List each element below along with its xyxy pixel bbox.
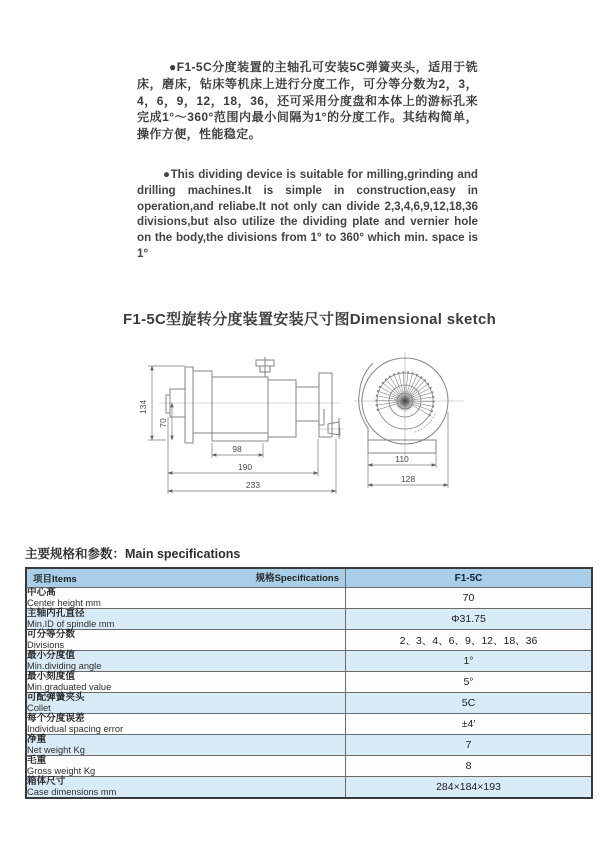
table-row [26,609,592,630]
row-value: 5° [346,672,593,693]
table-header-row [26,568,592,588]
crank-handle-icon [328,422,340,435]
dim-label-98: 98 [232,444,242,454]
row-label-cn: 最小分度值 [27,650,75,661]
row-label-en: Net weight Kg [27,745,85,755]
row-label-cn: 可分等分数 [27,629,75,640]
row-label-en: Divisions [27,640,65,650]
row-value: 2、3、4、6、9、12、18、36 [346,630,593,651]
table-row [26,756,592,777]
row-label-en: Case dimensions mm [27,787,117,797]
header-spec-label: 规格Specifications [255,573,339,584]
side-view-device [166,357,340,443]
specs-table [25,567,593,799]
table-row [26,672,592,693]
table-row [26,735,592,756]
row-label-en: Gross weight Kg [27,766,96,776]
row-value: ±4′ [346,714,593,735]
row-label-en: Min.graduated value [27,682,112,692]
dim-label-70: 70 [158,418,168,428]
dim-label-110: 110 [395,454,409,464]
row-label-en: Collet [27,703,51,713]
row-label-en: Min.ID of spindle mm [27,619,115,629]
dim-label-190: 190 [237,462,253,472]
row-value: 284×184×193 [346,777,593,799]
row-value: 8 [346,756,593,777]
side-view-dimensions [148,366,336,494]
row-label-en: Min.dividing angle [27,661,102,671]
dim-label-134: 134 [138,399,148,415]
row-label-cn: 每个分度误差 [27,713,85,724]
row-value: 5C [346,693,593,714]
row-label-cn: 可配弹簧夹头 [27,692,85,703]
row-value: 1° [346,651,593,672]
dimensional-sketch [0,348,610,508]
row-label-en: Center height mm [27,598,101,608]
row-label-cn: 箱体尺寸 [27,776,66,787]
side-view-drawing [133,355,345,503]
row-label-en: Individual spacing error [27,724,124,734]
header-items-cell [26,568,346,588]
header-model-cell: F1-5C [346,568,593,588]
row-value: 7 [346,735,593,756]
intro-paragraph-en: ●This dividing device is suitable for milling,grinding and drilling machines.It is simple in construction,easy in operation,and reliabe.It not only can divide 2,3,4,6,9,12,18,36 divisions,but also utilize the dividing plate and vernier hole on the body,the divisions from 1° to 360° which min. space is 1° [137,168,478,260]
dim-label-128: 128 [400,474,416,484]
intro-paragraph-cn: ●F1-5C分度装置的主轴孔可安装5C弹簧夹头，适用于铣床，磨床，钻床等机床上进行分度工作，可分等分数为2，3，4，6，9，12，18，36，还可采用分度盘和本体上的游标孔来完成1°～360°范围内最小间隔为1°的分度工作。其结构简单，操作方便，性能稳定。 [137,60,478,142]
table-row [26,693,592,714]
table-row [26,714,592,735]
table-row [26,777,592,799]
row-value: 70 [346,588,593,609]
front-view-drawing [352,352,487,504]
row-value: Φ31.75 [346,609,593,630]
row-label-cn: 主轴内孔直径 [27,608,85,619]
header-items-label: 项目Items [33,574,77,585]
specs-heading: 主要规格和参数：Main specifications [25,547,241,561]
row-label-cn: 净重 [27,734,47,745]
row-label-cn: 中心高 [27,587,56,598]
table-row [26,651,592,672]
row-label-cn: 毛重 [27,755,47,766]
sketch-title: F1-5C型旋转分度装置安装尺寸图Dimensional sketch [123,311,497,328]
table-row [26,630,592,651]
row-label-cn: 最小刻度值 [27,671,75,682]
table-row [26,588,592,609]
dim-label-233: 233 [245,480,261,490]
